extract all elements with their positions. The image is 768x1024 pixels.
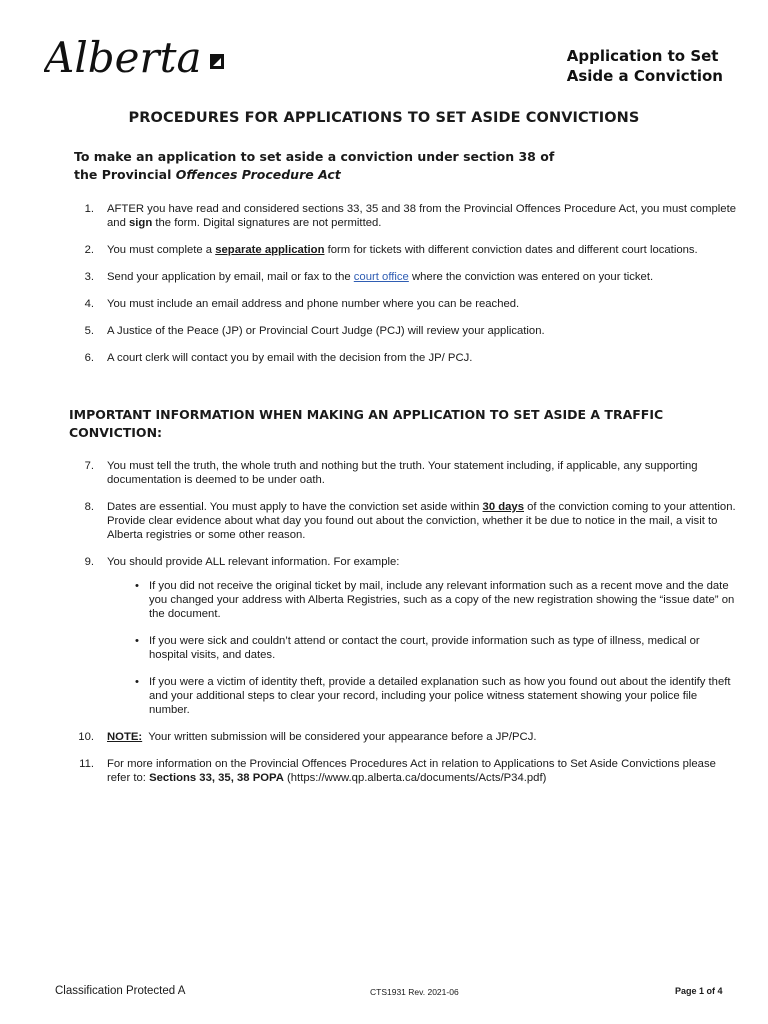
example-text: If you were a victim of identity theft, provide a detailed explanation such as how you found out about the identify theft and your additional steps to clear your record, including your police witness statement showing your police file number. — [149, 676, 731, 716]
item-text: Dates are essential. You must apply to have the conviction set aside within — [107, 501, 483, 513]
list-item — [66, 757, 736, 785]
procedures-list — [66, 202, 736, 378]
item-number: 11. — [79, 758, 94, 770]
item-text: A court clerk will contact you by email with the decision from the JP/ PCJ. — [107, 352, 473, 364]
classification-label: Classification Protected A — [55, 985, 186, 997]
item-text: You must include an email address and phone number where you can be reached. — [107, 298, 520, 310]
example-item — [135, 634, 736, 662]
example-item — [135, 579, 736, 621]
list-item — [66, 555, 736, 717]
item-number: 2. — [84, 244, 94, 256]
list-item — [66, 730, 736, 744]
item-text: Send your application by email, mail or fax to the — [107, 271, 354, 283]
examples-list — [107, 579, 736, 717]
list-item — [66, 202, 736, 230]
document-title-line1: Application to Set — [566, 47, 719, 65]
intro-line2-prefix: the Provincial — [74, 167, 176, 182]
bullet-icon: • — [135, 635, 139, 647]
bullet-icon: • — [135, 676, 139, 688]
logo-wordmark: Alberta — [44, 34, 202, 80]
form-code: CTS1931 Rev. 2021-06 — [370, 987, 459, 997]
alberta-logo — [44, 34, 234, 80]
document-title-line2: Aside a Conviction — [566, 67, 723, 85]
item-text: AFTER you have read and considered sections 33, 35 and 38 from the Provincial Offences Procedure Act, you must complete and — [107, 203, 736, 229]
item-number: 3. — [84, 271, 94, 283]
list-item — [66, 270, 736, 284]
alberta-logo-icon — [44, 34, 234, 80]
item-emphasis: Sections 33, 35, 38 POPA — [149, 772, 284, 784]
item-text: form for tickets with different conviction dates and different court locations. — [324, 244, 698, 256]
intro-heading — [74, 148, 694, 184]
item-text: of the conviction coming to your attention. Provide clear evidence about what day you found out about the conviction, whether it be due to notice in the mail, a visit to Alberta registries or some other reason. — [107, 501, 736, 541]
item-emphasis: 30 days — [482, 501, 524, 513]
item-number: 7. — [84, 460, 94, 472]
list-item — [66, 459, 736, 487]
item-number: 8. — [84, 501, 94, 513]
bullet-icon: • — [135, 580, 139, 592]
important-info-heading: IMPORTANT INFORMATION WHEN MAKING AN APPLICATION TO SET ASIDE A TRAFFIC CONVICTION: — [69, 407, 664, 440]
item-number: 10. — [78, 731, 94, 743]
item-emphasis: separate application — [215, 244, 325, 256]
note-label: NOTE: — [107, 731, 143, 743]
item-text: For more information on the Provincial Offences Procedures Act in relation to Applications to Set Aside Convictions please refer to: — [107, 758, 716, 784]
item-number: 4. — [84, 298, 94, 310]
item-text: A Justice of the Peace (JP) or Provincial Court Judge (PCJ) will review your application. — [107, 325, 545, 337]
item-text: (https://www.qp.alberta.ca/documents/Acts/P34.pdf) — [283, 772, 547, 784]
intro-line1: To make an application to set aside a conviction under section 38 of — [74, 149, 555, 164]
item-text: the form. Digital signatures are not permitted. — [152, 217, 382, 229]
page-number: Page 1 of 4 — [675, 986, 723, 996]
main-heading: PROCEDURES FOR APPLICATIONS TO SET ASIDE CONVICTIONS — [128, 110, 640, 126]
intro-line2 — [74, 166, 694, 184]
important-list — [66, 459, 736, 798]
item-number: 9. — [84, 556, 94, 568]
intro-act-name: Offences Procedure Act — [175, 167, 341, 182]
item-emphasis: sign — [129, 217, 153, 229]
example-text: If you were sick and couldn’t attend or contact the court, provide information such as type of illness, medical or hospital visits, and dates. — [149, 635, 700, 661]
item-text: You must complete a — [107, 244, 216, 256]
list-item — [66, 324, 736, 338]
item-number: 5. — [84, 325, 94, 337]
list-item — [66, 243, 736, 257]
list-item — [66, 500, 736, 542]
item-text: Your written submission will be considered your appearance before a JP/PCJ. — [142, 731, 537, 743]
item-number: 1. — [84, 203, 94, 215]
item-number: 6. — [84, 352, 94, 364]
list-item — [66, 297, 736, 311]
item-text: You must tell the truth, the whole truth and nothing but the truth. Your statement including, if applicable, any supporting documentation is deemed to be under oath. — [107, 460, 698, 486]
document-title — [567, 46, 723, 86]
example-item — [135, 675, 736, 717]
example-text: If you did not receive the original ticket by mail, include any relevant information such as a recent move and the date you changed your address with Alberta Registries, such as a copy of the new registration showing the “issue date” on the document. — [149, 580, 735, 620]
court-office-link[interactable]: court office — [353, 271, 409, 283]
list-item — [66, 351, 736, 365]
item-text: where the conviction was entered on your ticket. — [408, 271, 654, 283]
item-text: You should provide ALL relevant information. For example: — [107, 556, 400, 568]
